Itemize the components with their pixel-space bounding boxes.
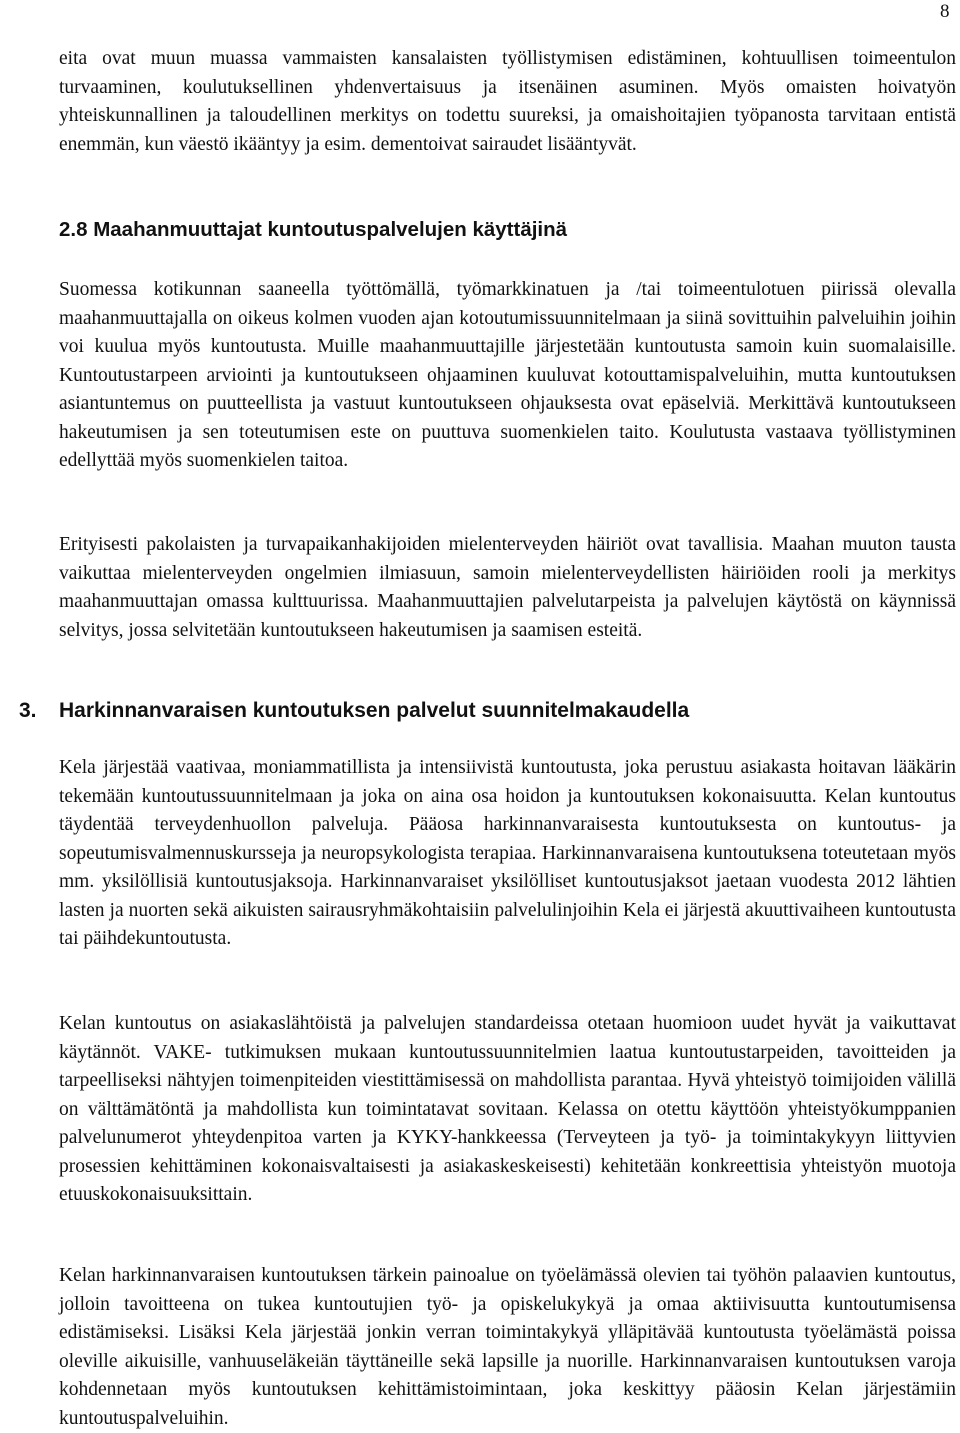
section-3-number: 3.	[19, 699, 37, 722]
section-3-title: Harkinnanvaraisen kuntoutuksen palvelut suunnitelmakaudella	[59, 699, 690, 722]
intro-block	[59, 45, 956, 159]
section-2-8-heading: 2.8 Maahanmuuttajat kuntoutuspalvelujen käyttäjinä	[59, 218, 568, 241]
section-2-8-paragraph: Erityisesti pakolaisten ja turvapaikanhakijoiden mielenterveyden häiriöt ovat tavallisia. Maahan muuton tausta vaikuttaa mielenterveyden ongelmien ilmiasuun, samoin mielenterveydellisten häiriöiden rooli ja merkitys maahanmuuttajan omassa kulttuurissa. Maahanmuuttajien palvelutarpeista ja palvelujen käytöstä on käynnissä selvitys, jossa selvitetään kuntoutukseen hakeutumisen ja saamisen esteitä.	[59, 534, 956, 641]
section-3-paragraph: Kelan harkinnanvaraisen kuntoutuksen tärkein painoalue on työelämässä olevien tai työhön palaavien kuntoutus, jolloin tavoitteena on tukea kuntoutujien työ- ja opiskelukykyä ja omaa aktiivisuutta kuntoutumisensa edistämiseksi. Lisäksi Kela järjestää jonkin verran toimintakykyä ylläpitävää kuntoutusta työelämästä poissa oleville aikuisille, vanhuuseläkeiän täyttäneille sekä lapsille ja nuorille. Harkinnanvaraisen kuntoutuksen varoja kohdennetaan myös kuntoutuksen kehittämistoimintaan, joka keskittyy pääosin Kelan järjestämiin kuntoutuspalveluihin.	[59, 1265, 956, 1429]
section-2-8-paragraph: Suomessa kotikunnan saaneella työttömällä, työmarkkinatuen ja /tai toimeentulotuen piirissä olevalla maahanmuuttajalla on oikeus kolmen vuoden ajan kotoutumissuunnitelmaan ja siinä sovittuihin palveluihin joihin voi kuulua myös kuntoutusta. Muille maahanmuuttajille järjestetään kuntoutusta samoin kuin suomalaisille. Kuntoutustarpeen arviointi ja kuntoutukseen ohjaaminen kuuluvat kotouttamispalveluihin, mutta kuntoutuksen asiantuntemus on puutteellista ja vastuut kuntoutukseen ohjauksesta ovat epäselviä. Merkittävä kuntoutukseen hakeutumisen ja sen toteutumisen este on puuttuva suomenkielen taito. Koulutusta vastaava työllistyminen edellyttää myös suomenkielen taitoa.	[59, 279, 956, 471]
section-3-paragraph-2-block	[59, 1010, 956, 1210]
page-number: 8	[940, 1, 950, 22]
intro-paragraph: eita ovat muun muassa vammaisten kansalaisten työllistymisen edistäminen, kohtuullisen toimeentulon turvaaminen, koulutuksellinen yhdenvertaisuus ja itsenäinen asuminen. Myös omaisten hoivatyön yhteiskunnallinen ja taloudellinen merkitys on todettu suureksi, ja omaishoitajien työpanosta tarvitaan entistä enemmän, kun väestö ikääntyy ja esim. dementoivat sairaudet lisääntyvät.	[59, 48, 956, 155]
section-3-paragraph-3-block	[59, 1262, 956, 1433]
section-2-8-paragraph-2-block	[59, 531, 956, 645]
section-3-paragraph: Kela järjestää vaativaa, moniammatillista ja intensiivistä kuntoutusta, joka perustuu asiakasta hoitavan lääkärin tekemään kuntoutussuunnitelmaan ja joka on aina osa hoidon ja kuntoutuksen kokonaisuutta. Kelan kuntoutus täydentää terveydenhuollon palveluja. Pääosa harkinnanvaraisesta kuntoutuksesta on kuntoutus- ja sopeutumisvalmennuskursseja ja neuropsykologista terapiaa. Harkinnanvaraisena kuntoutuksena toteutetaan myös mm. yksilöllisiä kuntoutusjaksoja. Harkinnanvaraiset yksilölliset kuntoutusjaksot jaetaan vuodesta 2012 lähtien lasten ja nuorten sekä aikuisten sairausryhmäkohtaisiin palvelulinjoihin Kela ei järjestä akuuttivaiheen kuntoutusta tai päihdekuntoutusta.	[59, 757, 956, 949]
section-2-8-paragraph-1-block	[59, 276, 956, 476]
section-3-paragraph-1-block	[59, 754, 956, 954]
section-3-paragraph: Kelan kuntoutus on asiakaslähtöistä ja palvelujen standardeissa otetaan huomioon uudet hyvät ja vaikuttavat käytännöt. VAKE- tutkimuksen mukaan kuntoutussuunnitelmien laatua kuntoutustarpeiden, tavoitteiden ja tarpeelliseksi nähtyjen toimenpiteiden viestittämisessä on mahdollista parantaa. Hyvä yhteistyö toimijoiden välillä on välttämätöntä ja mahdollista kun toimintatavat sovitaan. Kelassa on otettu käyttöön yhteistyökumppanien palvelunumerot yhteydenpitoa varten ja KYKY-hankkeessa (Terveyteen ja työ- ja toimintakykyyn liittyvien prosessien kehittäminen kokonaisvaltaisesti ja asiakaskeskeisesti) kehitetään konkreettisia yhteistyön muotoja etuuskokonaisuuksittain.	[59, 1013, 956, 1205]
